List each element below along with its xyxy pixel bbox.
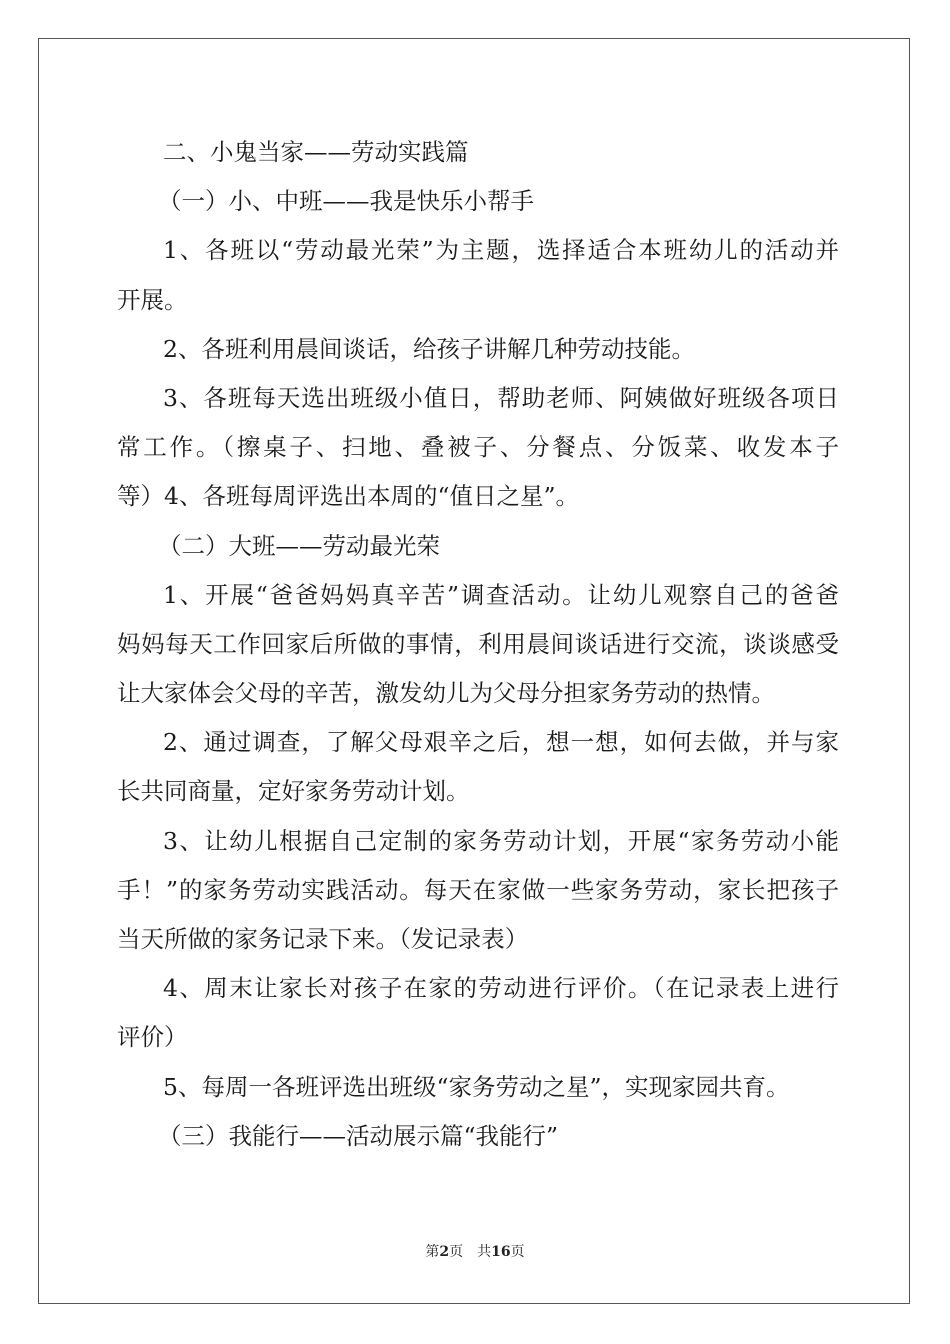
paragraph-line: 3、各班每天选出班级小值日，帮助老师、阿姨做好班级各项日	[163, 383, 839, 412]
paragraph-line: 2、各班利用晨间谈话，给孩子讲解几种劳动技能。	[163, 334, 695, 363]
paragraph-line: 1、开展“爸爸妈妈真辛苦”调查活动。让幼儿观察自己的爸爸	[163, 580, 839, 609]
paragraph-line: 开展。	[117, 285, 188, 314]
total-suffix: 页	[510, 1244, 525, 1260]
page-footer	[0, 1241, 950, 1261]
document-body	[117, 128, 839, 1161]
paragraph-line: 3、让幼儿根据自己定制的家务劳动计划，开展“家务劳动小能	[163, 826, 839, 855]
section-heading: 二、小鬼当家——劳动实践篇	[163, 138, 469, 166]
paragraph-line: 让大家体会父母的辛苦，激发幼儿为父母分担家务劳动的热情。	[117, 679, 775, 708]
subsection-heading: （二）大班——劳动最光荣	[158, 531, 440, 560]
subsection-heading: （三）我能行——活动展示篇“我能行”	[158, 1121, 559, 1150]
paragraph-line: 2、通过调查，了解父母艰辛之后，想一想，如何去做，并与家	[163, 728, 839, 757]
paragraph-line: 妈妈每天工作回家后所做的事情，利用晨间谈话进行交流，谈谈感受	[117, 629, 839, 658]
paragraph-line: 等）4、各班每周评选出本周的“值日之星”。	[117, 482, 579, 511]
page-prefix: 第	[425, 1244, 440, 1260]
paragraph-line: 5、每周一各班评选出班级“家务劳动之星”，实现家园共育。	[163, 1072, 790, 1101]
total-prefix: 共	[477, 1244, 492, 1260]
page-number: 2	[439, 1244, 450, 1260]
paragraph-line: 评价）	[117, 1023, 188, 1052]
total-pages: 16	[491, 1244, 511, 1260]
paragraph-line: 手！”的家务劳动实践活动。每天在家做一些家务劳动，家长把孩子	[117, 875, 839, 904]
paragraph-line: 4、周末让家长对孩子在家的劳动进行评价。（在记录表上进行	[163, 974, 839, 1003]
paragraph-line: 常工作。（擦桌子、扫地、叠被子、分餐点、分饭菜、收发本子	[117, 433, 839, 462]
paragraph-line: 长共同商量，定好家务劳动计划。	[117, 777, 470, 806]
paragraph-line: 1、各班以“劳动最光荣”为主题，选择适合本班幼儿的活动并	[163, 236, 839, 265]
paragraph-line: 当天所做的家务记录下来。（发记录表）	[117, 925, 529, 953]
subsection-heading: （一）小、中班——我是快乐小帮手	[158, 187, 534, 216]
page-suffix: 页	[449, 1244, 464, 1260]
